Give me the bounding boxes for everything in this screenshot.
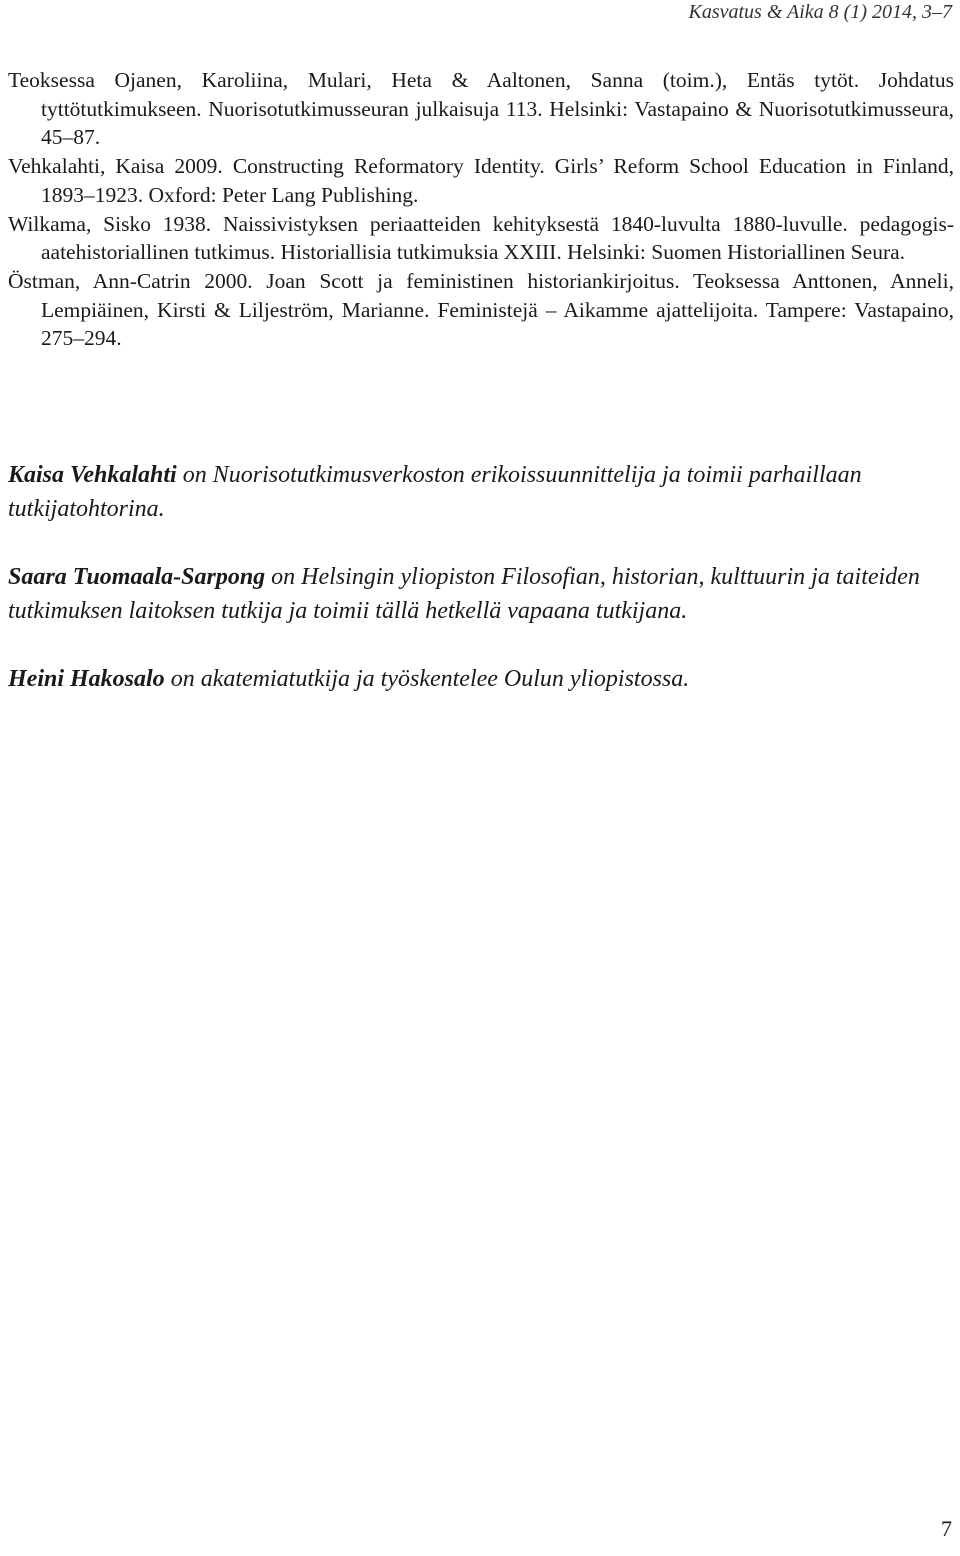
author-name: Kaisa Vehkalahti — [8, 462, 177, 488]
author-name: Saara Tuomaala-Sarpong — [8, 564, 266, 590]
author-bio-tuomaala-sarpong — [8, 560, 954, 628]
author-description: on Nuorisotutkimusverkoston erikoissuunnittelija ja toimii parhaillaan tutkijatohtorina. — [8, 462, 862, 522]
author-bios — [8, 458, 954, 730]
author-description: on Helsingin yliopiston Filosofian, historian, kulttuurin ja taiteiden tutkimuksen laitoksen tutkija ja toimii tällä hetkellä vapaana tutkijana. — [8, 564, 920, 624]
reference-entry-wilkama: Wilkama, Sisko 1938. Naissivistyksen periaatteiden kehityksestä 1840-luvulta 1880-luvulle. pedagogis-aatehistoriallinen tutkimus. Historiallisia tutkimuksia XXIII. Helsinki: Suomen Historiallinen Seura. — [8, 211, 954, 265]
reference-entry-vehkalahti: Vehkalahti, Kaisa 2009. Constructing Reformatory Identity. Girls’ Reform School Education in Finland, 1893–1923. Oxford: Peter Lang Publishing. — [8, 154, 954, 207]
page-number: 7 — [941, 1516, 952, 1541]
author-bio-hakosalo — [8, 662, 954, 696]
running-header: Kasvatus & Aika 8 (1) 2014, 3–7 — [688, 1, 952, 23]
reference-entry-ostman: Östman, Ann-Catrin 2000. Joan Scott ja feministinen historiankirjoitus. Teoksessa Anttonen, Anneli, Lempiäinen, Kirsti & Liljeström, Marianne. Feministejä – Aikamme ajattelijoita. Tampere: Vastapaino, 275–294. — [8, 268, 954, 351]
author-bio-vehkalahti — [8, 458, 954, 526]
author-name: Heini Hakosalo — [8, 666, 165, 692]
reference-entry-ojanen: Teoksessa Ojanen, Karoliina, Mulari, Heta & Aaltonen, Sanna (toim.), Entäs tytöt. Johdatus tyttötutkimukseen. Nuorisotutkimusseuran julkaisuja 113. Helsinki: Vastapaino & Nuorisotutkimusseura, 45–87. — [8, 68, 954, 150]
author-description: on akatemiatutkija ja työskentelee Oulun yliopistossa. — [164, 666, 690, 692]
reference-list — [8, 66, 954, 353]
